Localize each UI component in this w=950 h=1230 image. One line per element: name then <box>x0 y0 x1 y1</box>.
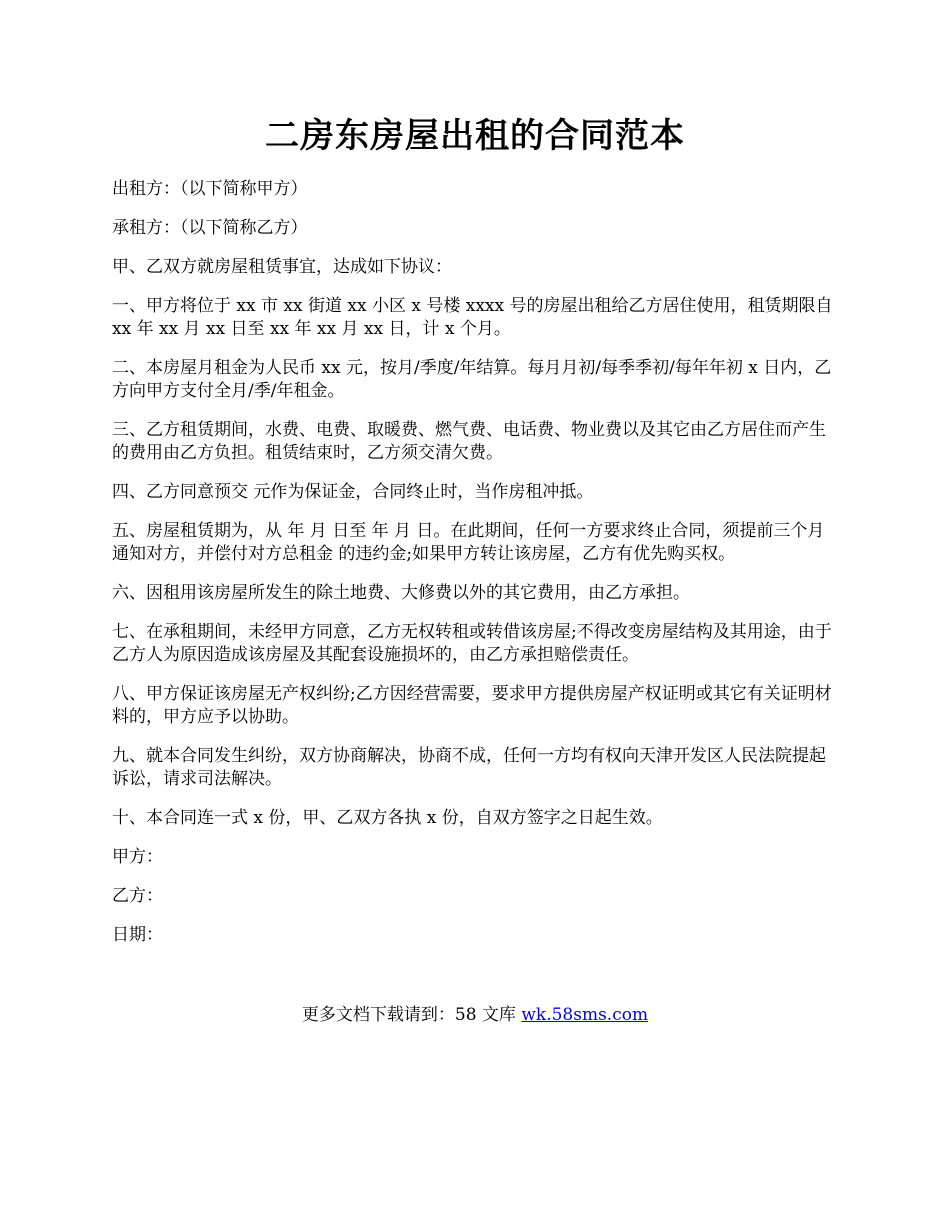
download-footer <box>0 1004 950 1027</box>
clause-3: 三、乙方租赁期间，水费、电费、取暖费、燃气费、电话费、物业费以及其它由乙方居住而产生的费用由乙方负担。租赁结束时，乙方须交清欠费。 <box>112 420 826 463</box>
clause-1: 一、甲方将位于 xx 市 xx 街道 xx 小区 x 号楼 xxxx 号的房屋出租给乙方居住使用，租赁期限自 xx 年 xx 月 xx 日至 xx 年 xx 月 xx 日，计 x 个月。 <box>112 296 833 339</box>
footer-link[interactable]: wk.58sms.com <box>521 1005 649 1025</box>
party-b-line: 承租方：（以下简称乙方） <box>112 218 308 238</box>
agreement-intro: 甲、乙双方就房屋租赁事宜，达成如下协议： <box>112 257 452 277</box>
clause-9: 九、就本合同发生纠纷，双方协商解决，协商不成，任何一方均有权向天津开发区人民法院提起诉讼，请求司法解决。 <box>112 746 826 789</box>
clause-10: 十、本合同连一式 x 份，甲、乙双方各执 x 份，自双方签字之日起生效。 <box>112 808 663 828</box>
document-body <box>112 178 840 963</box>
clause-5: 五、房屋租赁期为，从 年 月 日至 年 月 日。在此期间，任何一方要求终止合同，须提前三个月通知对方，并偿付对方总租金 的违约金;如果甲方转让该房屋，乙方有优先购买权。 <box>112 521 825 564</box>
signature-party-a: 甲方： <box>112 847 163 867</box>
footer-text: 更多文档下载请到：58 文库 <box>301 1005 522 1025</box>
party-a-line: 出租方：（以下简称甲方） <box>112 179 308 199</box>
clause-2: 二、本房屋月租金为人民币 xx 元，按月/季度/年结算。每月月初/每季季初/每年年初 x 日内，乙方向甲方支付全月/季/年租金。 <box>112 358 832 401</box>
signature-date: 日期： <box>112 925 163 945</box>
clause-6: 六、因租用该房屋所发生的除土地费、大修费以外的其它费用，由乙方承担。 <box>112 583 690 603</box>
clause-4: 四、乙方同意预交 元作为保证金，合同终止时，当作房租冲抵。 <box>112 482 594 502</box>
clause-7: 七、在承租期间，未经甲方同意，乙方无权转租或转借该房屋;不得改变房屋结构及其用途，由于乙方人为原因造成该房屋及其配套设施损坏的，由乙方承担赔偿责任。 <box>112 622 832 665</box>
document-title: 二房东房屋出租的合同范本 <box>265 116 685 156</box>
signature-party-b: 乙方： <box>112 886 163 906</box>
clause-8: 八、甲方保证该房屋无产权纠纷;乙方因经营需要，要求甲方提供房屋产权证明或其它有关证明材料的，甲方应予以协助。 <box>112 684 832 727</box>
